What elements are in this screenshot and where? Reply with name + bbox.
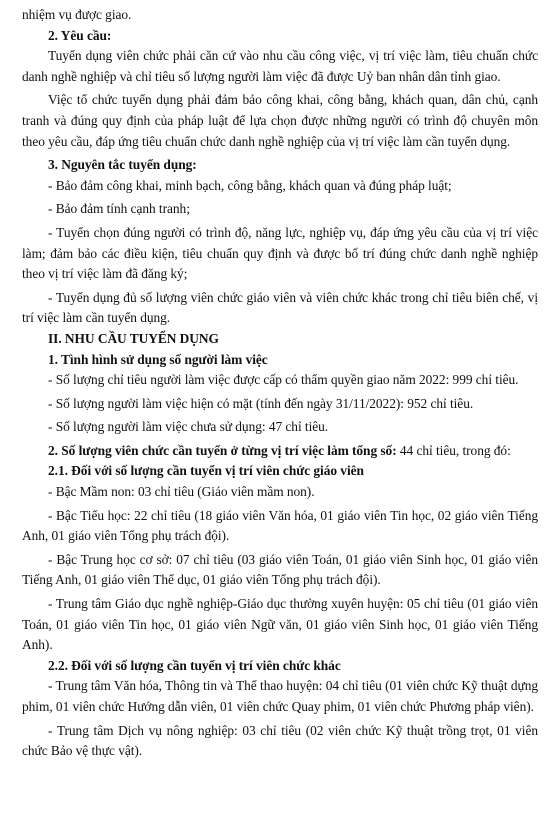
heading-so-luong-rest: 44 chỉ tiêu, trong đó: — [396, 442, 511, 458]
paragraph: Việc tổ chức tuyển dụng phải đảm bảo công khai, công bằng, khách quan, dân chủ, cạnh tranh và đúng quy định của pháp luật để lựa chọn được những người có trình độ chuyên môn theo yêu cầu, đáp ứng tiêu chuẩn chức danh nghề nghiệp của vị trí việc làm cần tuyển dụng. — [22, 92, 538, 149]
list-item: - Số lượng người làm việc hiện có mặt (tính đến ngày 31/11/2022): 952 chỉ tiêu. — [48, 395, 474, 411]
list-item: - Trung tâm Dịch vụ nông nghiệp: 03 chỉ tiêu (02 viên chức Kỹ thuật trồng trọt, 01 viên chức Bảo vệ thực vật). — [22, 722, 538, 759]
list-item: - Bậc Mầm non: 03 chỉ tiêu (Giáo viên mầm non). — [48, 484, 315, 500]
list-item: - Trung tâm Văn hóa, Thông tin và Thể thao huyện: 04 chỉ tiêu (01 viên chức Kỹ thuật dựng phim, 01 viên chức Hướng dẫn viên, 01 viên chức Quay phim, 01 viên chức Phương pháp viên). — [22, 678, 538, 714]
heading-nguyen-tac: 3. Nguyên tắc tuyển dụng: — [48, 157, 197, 173]
list-item: - Số lượng người làm việc chưa sử dụng: 47 chỉ tiêu. — [48, 419, 329, 435]
heading-yeu-cau: 2. Yêu cầu: — [48, 27, 112, 43]
list-item: - Số lượng chỉ tiêu người làm việc được cấp có thẩm quyền giao năm 2022: 999 chỉ tiêu. — [48, 372, 519, 388]
heading-tinh-hinh: 1. Tình hình sử dụng số người làm việc — [48, 351, 268, 367]
section-heading: II. NHU CẦU TUYỂN DỤNG — [48, 330, 219, 346]
heading-so-luong-bold: 2. Số lượng viên chức cần tuyển ở từng vị trí việc làm tổng số: — [48, 442, 397, 458]
list-item: - Trung tâm Giáo dục nghề nghiệp-Giáo dục thường xuyên huyện: 05 chỉ tiêu (01 giáo viên Toán, 01 giáo viên Tin học, 01 giáo viên Ngữ văn, 01 giáo viên Sinh học, 01 giáo viên Tiếng Anh). — [22, 596, 538, 653]
heading-2-1: 2.1. Đối với số lượng cần tuyển vị trí viên chức giáo viên — [48, 463, 364, 479]
list-item: - Tuyển dụng đủ số lượng viên chức giáo viên và viên chức khác trong chỉ tiêu biên chế, vị trí việc làm cần tuyển dụng. — [22, 289, 538, 326]
list-item: - Bậc Tiểu học: 22 chỉ tiêu (18 giáo viên Văn hóa, 01 giáo viên Tin học, 02 giáo viên Tiếng Anh, 01 giáo viên Tổng phụ trách đội). — [22, 507, 538, 544]
list-item: - Bậc Trung học cơ sở: 07 chỉ tiêu (03 giáo viên Toán, 01 giáo viên Sinh học, 01 giáo viên Tiếng Anh, 01 giáo viên Thể dục, 01 giáo viên Tổng phụ trách đội). — [22, 551, 538, 588]
paragraph: Tuyển dụng viên chức phải căn cứ vào nhu cầu công việc, vị trí việc làm, tiêu chuẩn chức danh nghề nghiệp và chỉ tiêu số lượng người làm việc đã được Uỷ ban nhân dân tỉnh giao. — [22, 48, 538, 84]
heading-2-2: 2.2. Đối với số lượng cần tuyển vị trí viên chức khác — [48, 657, 341, 673]
heading-so-luong — [22, 441, 538, 462]
list-item: - Bảo đảm công khai, minh bạch, công bằng, khách quan và đúng pháp luật; — [48, 177, 452, 193]
text-line: nhiệm vụ được giao. — [22, 7, 132, 22]
list-item: - Bảo đảm tính cạnh tranh; — [48, 201, 190, 217]
list-item: - Tuyển chọn đúng người có trình độ, năng lực, nghiệp vụ, đáp ứng yêu cầu của vị trí việc làm; đảm bảo các điều kiện, tiêu chuẩn quy định và được bố trí đúng chức danh nghề nghiệp theo vị trí việc làm đã đăng ký; — [22, 224, 538, 282]
